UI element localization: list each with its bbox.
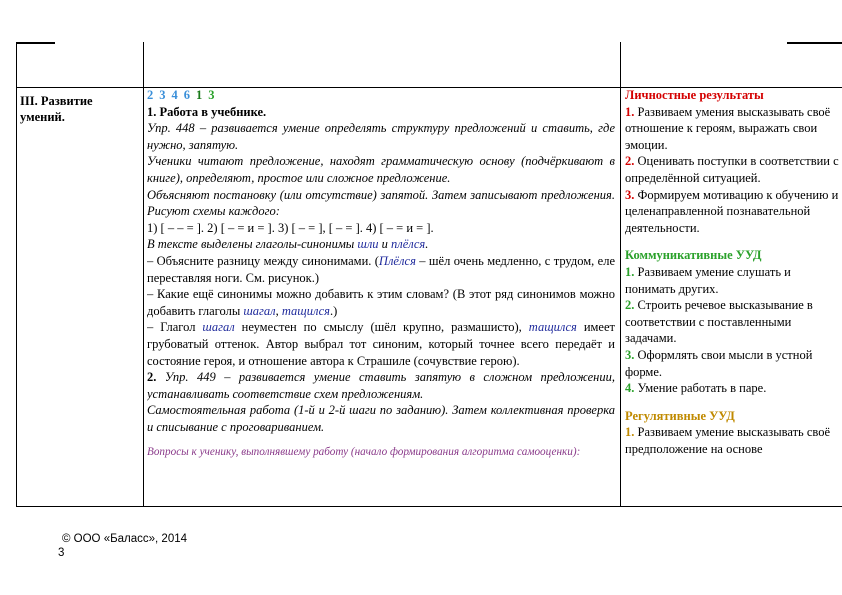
item-number: 3.: [625, 187, 635, 202]
item-number: 1.: [625, 425, 635, 440]
table-col-divider-2: [620, 42, 621, 507]
question-1: [147, 253, 615, 286]
table-top-border-left: [16, 42, 55, 44]
comm-item: [625, 380, 842, 397]
item-text: Оценивать поступки в соответствии с определённой ситуацией.: [625, 154, 839, 185]
synonyms-intro: В тексте выделены глаголы-синонимы: [147, 237, 355, 252]
synonyms-and: и: [381, 237, 388, 252]
step-number: 3: [159, 88, 166, 102]
uud-cell: [625, 87, 842, 457]
copyright: © ООО «Баласс», 2014: [62, 533, 188, 545]
table-left-border: [16, 42, 17, 507]
exercise-449: [147, 369, 615, 402]
comm-item: [625, 347, 842, 380]
item-number: 1.: [625, 104, 635, 119]
stage-title: III. Развитие умений.: [20, 94, 93, 124]
step-number: 2: [147, 88, 154, 102]
item-text: Развиваем умение высказывать своё предположение на основе: [625, 425, 831, 456]
item-number: 1.: [625, 264, 635, 279]
content-cell: [147, 87, 615, 459]
personal-item: [625, 153, 842, 186]
synonym-word: шагал: [202, 320, 235, 335]
item-text: Умение работать в паре.: [634, 381, 767, 396]
regulative-uud-title: Регулятивные УУД: [625, 408, 735, 423]
question-1-end: – шёл очень медленно, с трудом, еле переставляя ноги. См. рисунок.): [147, 253, 615, 285]
personal-results-title: Личностные результаты: [625, 88, 764, 102]
sentence-schemes: 1) [ – – = ]. 2) [ – = и = ]. 3) [ – = ], [ – = ]. 4) [ – = и = ].: [147, 220, 434, 235]
page-number: 3: [58, 547, 65, 559]
synonym-word: шагал: [243, 303, 276, 318]
step-number: 6: [183, 88, 190, 102]
exercise-448-desc1: Ученики читают предложение, находят грамматическую основу (подчёркивают в книге), определяют, простое или сложное предложение.: [147, 154, 615, 185]
exercise-448-desc2: Объясняют постановку (или отсутствие) запятой. Затем записывают предложения. Рисуют схемы каждого:: [147, 187, 615, 219]
synonym-word: шли: [357, 237, 379, 252]
item-text: Строить речевое высказывание в соответствии с поставленными задачами.: [625, 298, 813, 346]
table-top-border-right: [787, 42, 842, 44]
item-number: 4.: [625, 381, 635, 396]
question-3-end: имеет грубоватый оттенок. Автор выбрал тот синоним, который точнее всего передаёт и состояние героя, и отношение автора к Страшиле (сочувствие герою).: [147, 320, 615, 368]
step-numbers: [147, 87, 615, 104]
synonym-word: тащился: [281, 303, 330, 318]
question-2-start: – Какие ещё синонимы можно добавить к этим словам? (В этот ряд синонимов можно добавить глаголы: [147, 287, 615, 318]
item-text: Формируем мотивацию к обучению и целенаправленной познавательной деятельности.: [625, 187, 839, 235]
exercise-449-desc: Самостоятельная работа (1-й и 2-й шаги по заданию). Затем коллективная проверка и списывание с проговариванием.: [147, 403, 615, 434]
synonym-word: тащился: [528, 320, 577, 335]
personal-item: [625, 187, 842, 237]
task2-number: 2.: [147, 370, 157, 385]
synonyms-end: .: [425, 237, 429, 252]
reg-item: [625, 424, 842, 457]
step-number: 1: [196, 88, 203, 102]
self-assessment-questions: Вопросы к ученику, выполнявшему работу (начало формирования алгоритма самооценки):: [147, 446, 581, 459]
question-3-start: – Глагол: [147, 320, 203, 335]
synonyms-line: [147, 236, 615, 253]
item-text: Развиваем умение слушать и понимать других.: [625, 264, 791, 296]
item-text: Оформлять свои мысли в устной форме.: [625, 347, 813, 379]
question-3-mid: неуместен по смыслу (шёл крупно, размашисто),: [234, 320, 529, 335]
item-text: Развиваем умения высказывать своё отношение к героям, выражать свои эмоции.: [625, 104, 831, 152]
table-bottom-border: [16, 506, 842, 507]
table-col-divider-1: [143, 42, 144, 507]
item-number: 3.: [625, 347, 635, 362]
question-2: [147, 286, 615, 319]
synonym-word: Плёлся: [378, 253, 416, 268]
question-3: [147, 319, 615, 369]
item-number: 2.: [625, 154, 635, 169]
item-number: 2.: [625, 298, 635, 313]
communicative-uud-title: Коммуникативные УУД: [625, 248, 762, 263]
step-number: 4: [171, 88, 178, 102]
exercise-449-text: Упр. 449 – развивается умение ставить запятую в сложном предложении, устанавливать соответствие схем предложениям.: [147, 370, 615, 401]
question-2-sep: ,: [275, 303, 282, 318]
personal-item: [625, 104, 842, 154]
stage-cell: [20, 93, 140, 125]
comm-item: [625, 264, 842, 297]
comm-item: [625, 297, 842, 347]
exercise-448: Упр. 448 – развивается умение определять структуру предложений и ставить, где нужно, запятую.: [147, 121, 615, 152]
question-1-start: – Объясните разницу между синонимами. (: [147, 253, 379, 268]
step-number: 3: [208, 88, 215, 102]
question-2-end: .): [329, 303, 338, 318]
task1-title: 1. Работа в учебнике.: [147, 104, 267, 119]
synonym-word: плёлся: [391, 237, 426, 252]
